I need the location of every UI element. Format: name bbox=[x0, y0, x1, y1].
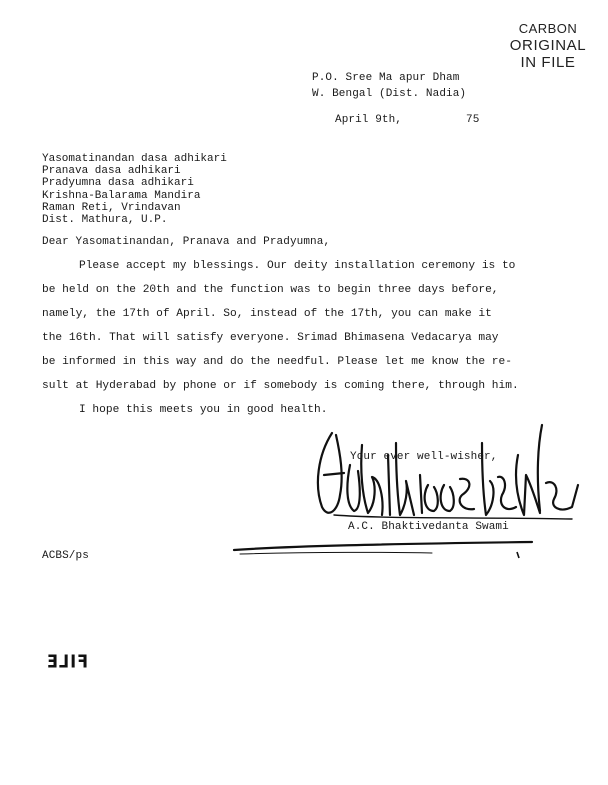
valediction: Your ever well-wisher, bbox=[350, 451, 498, 463]
closing-wish: I hope this meets you in good health. bbox=[79, 404, 328, 416]
addressee-line: Krishna-Balarama Mandira bbox=[42, 189, 201, 202]
sender-address-line-1: P.O. Sree Ma apur Dham bbox=[312, 72, 460, 84]
addressee-block bbox=[42, 153, 227, 226]
stamp-line-carbon: CARBON bbox=[518, 21, 578, 36]
body-line: the 16th. That will satisfy everyone. Srimad Bhimasena Vedacarya may bbox=[42, 332, 499, 344]
stamp-line-original: ORIGINAL bbox=[509, 37, 587, 54]
addressee-line: Pradyumna dasa adhikari bbox=[42, 177, 194, 190]
typist-initials: ACBS/ps bbox=[42, 550, 89, 562]
letter-year: 75 bbox=[466, 114, 480, 126]
sender-address-line-2: W. Bengal (Dist. Nadia) bbox=[312, 88, 467, 100]
addressee-line: Raman Reti, Vrindavan bbox=[42, 201, 181, 214]
body-line: sult at Hyderabad by phone or if somebody is coming there, through him. bbox=[42, 380, 519, 392]
carbon-original-stamp bbox=[508, 20, 588, 71]
handwritten-signature bbox=[310, 415, 590, 555]
signature-underline bbox=[232, 538, 542, 560]
body-line: namely, the 17th of April. So, instead of the 17th, you can make it bbox=[42, 308, 492, 320]
stamp-line-in-file: IN FILE bbox=[520, 54, 576, 71]
addressee-line: Yasomatinandan dasa adhikari bbox=[42, 153, 227, 165]
salutation: Dear Yasomatinandan, Pranava and Pradyumna, bbox=[42, 236, 331, 248]
body-line: Please accept my blessings. Our deity installation ceremony is to bbox=[79, 260, 516, 272]
body-line: be held on the 20th and the function was to begin three days before, bbox=[42, 284, 499, 296]
addressee-line: Pranava dasa adhikari bbox=[42, 165, 181, 178]
signatory-name: A.C. Bhaktivedanta Swami bbox=[348, 521, 509, 533]
file-mark-mirrored bbox=[46, 651, 88, 672]
letter-date: April 9th, bbox=[335, 114, 403, 126]
file-mark-text: FILE bbox=[46, 651, 89, 672]
addressee-line: Dist. Mathura, U.P. bbox=[42, 214, 168, 227]
body-line: be informed in this way and do the needful. Please let me know the re- bbox=[42, 356, 512, 368]
